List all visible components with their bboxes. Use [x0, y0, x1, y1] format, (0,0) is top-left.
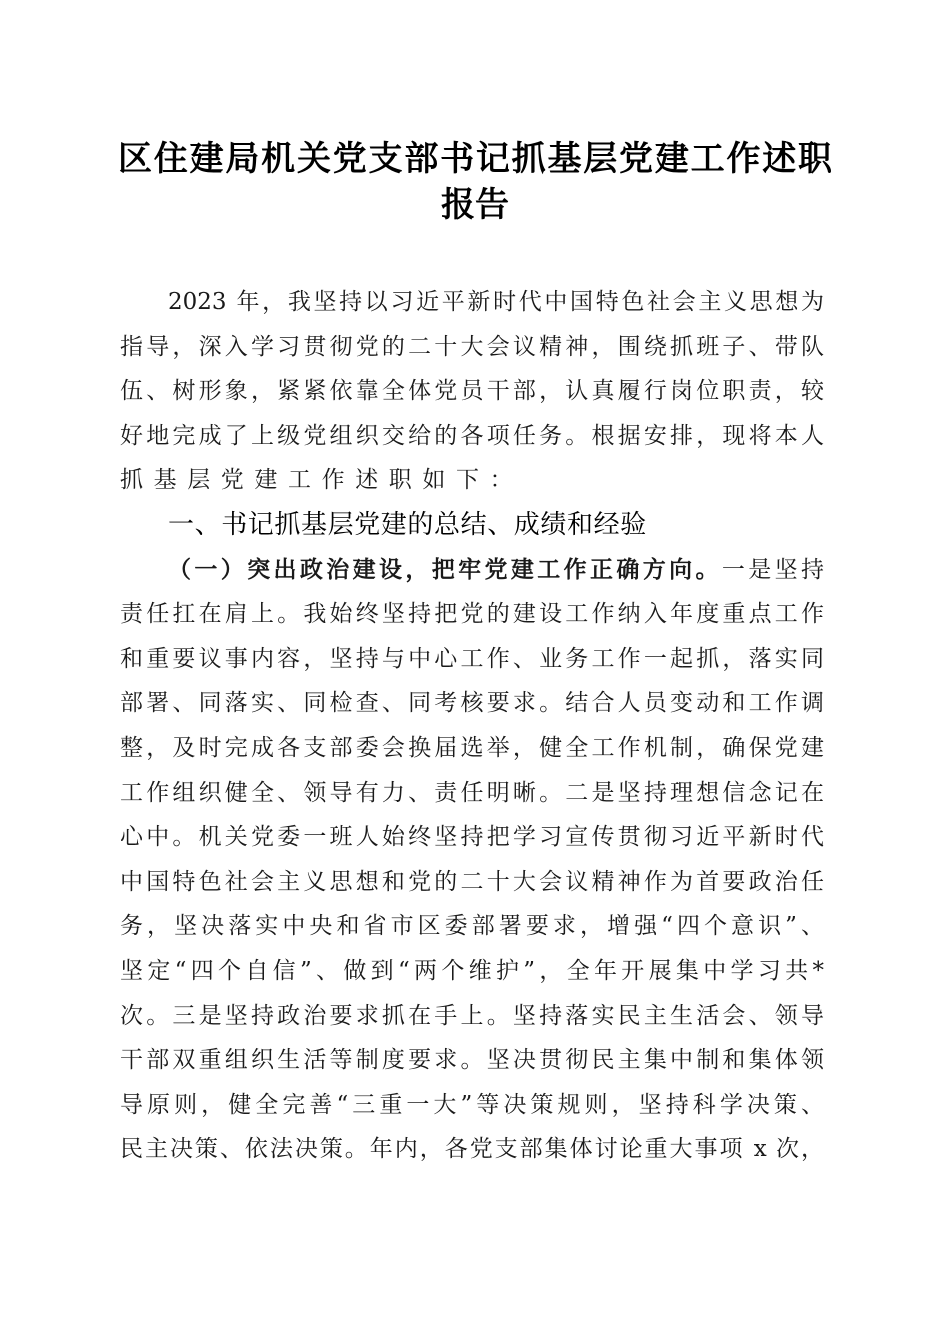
subsection-heading: （一）突出政治建设，把牢党建工作正确方向。 [168, 555, 722, 583]
text-line: 好地完成了上级党组织交给的各项任务。根据安排，现将本人 [120, 422, 824, 449]
text-line: 整，及时完成各支部委会换届选举，健全工作机制，确保党建 [120, 734, 824, 761]
text-line: 导原则，健全完善“三重一大”等决策规则，坚持科学决策、 [120, 1091, 824, 1118]
text-line: 民主决策、依法决策。年内，各党支部集体讨论重大事项 x 次， [120, 1136, 824, 1163]
text-line: 工作组织健全、领导有力、责任明晰。二是坚持理想信念记在 [120, 779, 824, 806]
text-line: 2023 年，我坚持以习近平新时代中国特色社会主义思想为 [168, 289, 824, 315]
title-line-2: 报告 [441, 185, 509, 225]
subsection-paragraph [120, 548, 824, 1172]
text-line: 和重要议事内容，坚持与中心工作、业务工作一起抓，落实同 [120, 645, 824, 672]
text-line: 部署、同落实、同检查、同考核要求。结合人员变动和工作调 [120, 690, 824, 717]
text-line: 抓基层党建工作述职如下： [120, 467, 524, 494]
text-line: 次。三是坚持政治要求抓在手上。坚持落实民主生活会、领导 [120, 1002, 824, 1029]
text-line: 责任扛在肩上。我始终坚持把党的建设工作纳入年度重点工作 [120, 601, 824, 628]
document-body [120, 280, 824, 1172]
text-line: 中国特色社会主义思想和党的二十大会议精神作为首要政治任 [120, 868, 824, 895]
text-line: 坚定“四个自信”、做到“两个维护”，全年开展集中学习共* [120, 957, 824, 984]
text-line: 心中。机关党委一班人始终坚持把学习宣传贯彻习近平新时代 [120, 824, 824, 851]
document-title [118, 136, 832, 228]
text-line: 务，坚决落实中央和省市区委部署要求，增强“四个意识”、 [120, 913, 824, 940]
text-line: 伍、树形象，紧紧依靠全体党员干部，认真履行岗位职责，较 [120, 378, 824, 405]
intro-paragraph [120, 280, 824, 503]
text-fragment: 一是坚持 [721, 556, 824, 583]
title-line-1: 区住建局机关党支部书记抓基层党建工作述职 [118, 139, 832, 179]
text-line: 指导，深入学习贯彻党的二十大会议精神，围绕抓班子、带队 [120, 333, 824, 360]
text-line [120, 548, 824, 593]
section-heading: 一、书记抓基层党建的总结、成绩和经验 [168, 509, 647, 540]
text-line: 干部双重组织生活等制度要求。坚决贯彻民主集中制和集体领 [120, 1047, 824, 1074]
